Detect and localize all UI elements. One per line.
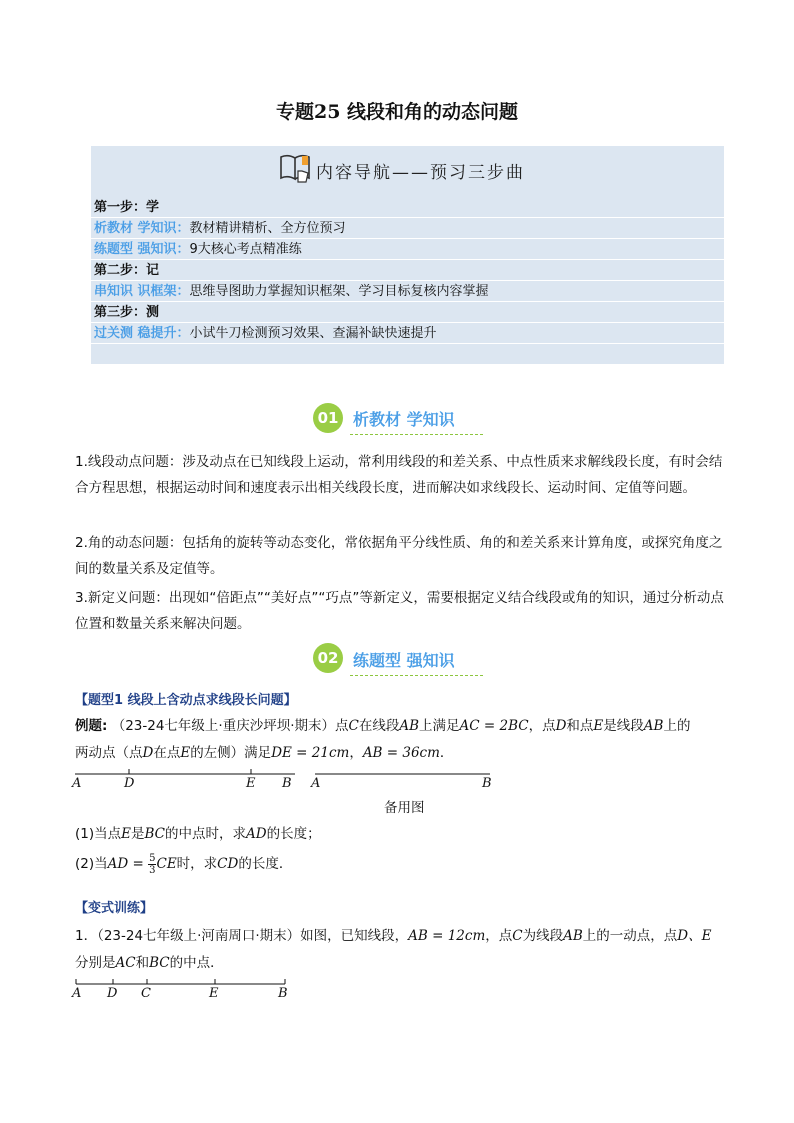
nav-row bbox=[91, 261, 724, 281]
nav-row bbox=[91, 303, 724, 323]
example-text: 上满足 bbox=[419, 718, 460, 734]
question-1 bbox=[75, 822, 321, 842]
section-2-badge: 02 bbox=[313, 643, 343, 673]
label-b: B bbox=[482, 776, 492, 791]
label-c: C bbox=[141, 986, 151, 1001]
example-text: 在点 bbox=[153, 745, 181, 761]
spare-diagram-caption: 备用图 bbox=[384, 800, 425, 816]
section-1-title: 析教材 学知识 bbox=[353, 410, 455, 429]
example-text: ，点 bbox=[528, 718, 556, 734]
type-1-heading: 【题型1 线段上含动点求线段长问题】 bbox=[75, 693, 297, 708]
question-2 bbox=[75, 852, 292, 876]
label-e: E bbox=[209, 986, 219, 1001]
point-d: D bbox=[555, 718, 567, 734]
example-text: 上的 bbox=[663, 718, 691, 734]
section-1-badge: 01 bbox=[313, 403, 343, 433]
knowledge-paragraph-3: 3.新定义问题：出现如“倍距点”“美好点”“巧点”等新定义，需要根据定义结合线段或角的知识，通过分析动点位置和数量关系来解决问题。 bbox=[75, 590, 724, 632]
nav-row-text: 9大核心考点精准练 bbox=[189, 242, 302, 257]
equation-de: DE = 21cm bbox=[271, 745, 350, 761]
segment-ab: AB bbox=[399, 718, 420, 734]
knowledge-paragraph-2: 2.角的动态问题：包括角的旋转等动态变化，常依据角平分线性质、角的和差关系来计算角度，或探究角度之间的数量关系及定值等。 bbox=[75, 535, 723, 577]
segment-ab: AB bbox=[563, 928, 583, 944]
nav-row-text: 思维导图助力掌握知识框架、学习目标复核内容掌握 bbox=[189, 284, 489, 299]
variant-text: 为线段 bbox=[522, 928, 564, 944]
point-e: E bbox=[593, 718, 604, 734]
question-text: 的中点时，求 bbox=[165, 826, 246, 842]
point-d: D bbox=[142, 745, 154, 761]
point-c: C bbox=[348, 718, 359, 734]
equation-ab: AB = 12cm bbox=[408, 928, 486, 944]
variant-heading: 【变式训练】 bbox=[75, 901, 154, 916]
segment-ad: AD bbox=[246, 826, 267, 842]
nav-row-lead: 第二步：记 bbox=[94, 263, 160, 278]
question-text: 时，求 bbox=[176, 856, 218, 872]
example-text: 是线段 bbox=[603, 718, 644, 734]
point-e: E bbox=[121, 826, 131, 842]
equation-ad: AD = bbox=[107, 856, 144, 872]
variant-text: 1．（23-24七年级上·河南周口·期末）如图，已知线段， bbox=[75, 928, 409, 944]
segment-bc: BC bbox=[144, 826, 165, 842]
example-text: ． bbox=[439, 745, 454, 761]
point-c: C bbox=[512, 928, 523, 944]
label-a: A bbox=[72, 986, 82, 1001]
segment-ab: AB bbox=[643, 718, 664, 734]
nav-row-lead: 第一步：学 bbox=[94, 200, 160, 215]
label-b: B bbox=[282, 776, 292, 791]
example-text: （23-24七年级上·重庆沙坪坝·期末）点 bbox=[111, 718, 349, 734]
section-2-underline bbox=[350, 675, 483, 676]
point-e: E bbox=[180, 745, 191, 761]
variant-text: 分别是 bbox=[75, 955, 116, 971]
example-label: 例题: bbox=[75, 718, 108, 734]
nav-header bbox=[91, 146, 724, 196]
question-text: 的长度； bbox=[266, 826, 321, 842]
question-text: 的长度． bbox=[238, 856, 293, 872]
content-nav-box bbox=[91, 146, 724, 364]
nav-row-lead: 练题型 强知识： bbox=[94, 242, 190, 257]
fraction-denominator: 3 bbox=[149, 864, 156, 876]
variant-segment-diagram bbox=[70, 976, 295, 988]
nav-row-lead: 第三步：测 bbox=[94, 305, 160, 320]
question-text: 是 bbox=[130, 826, 145, 842]
label-a: A bbox=[72, 776, 82, 791]
variant-text: 和 bbox=[135, 955, 150, 971]
equation-ac: AC = 2BC bbox=[459, 718, 529, 734]
label-e: E bbox=[246, 776, 256, 791]
fraction-numerator: 5 bbox=[149, 852, 156, 864]
nav-header-text: 内容导航——预习三步曲 bbox=[316, 163, 525, 183]
nav-row-lead: 析教材 学知识： bbox=[94, 221, 190, 236]
variant-line-2 bbox=[75, 951, 224, 971]
nav-row bbox=[91, 219, 724, 239]
segment-ac: AC bbox=[115, 955, 136, 971]
label-d: D bbox=[107, 986, 118, 1001]
variant-text: ，点 bbox=[485, 928, 513, 944]
example-text: 和点 bbox=[566, 718, 594, 734]
section-2-title: 练题型 强知识 bbox=[353, 651, 455, 670]
question-text: (1)当点 bbox=[75, 826, 122, 842]
variant-text: 的中点． bbox=[169, 955, 224, 971]
nav-row-text: 小试牛刀检测预习效果、查漏补缺快速提升 bbox=[189, 326, 437, 341]
nav-row bbox=[91, 240, 724, 260]
example-text: ， bbox=[349, 745, 363, 761]
nav-row bbox=[91, 324, 724, 344]
question-text: (2)当 bbox=[75, 856, 108, 872]
variant-line-1 bbox=[75, 924, 711, 944]
example-text: 在线段 bbox=[358, 718, 400, 734]
example-text: 的左侧）满足 bbox=[190, 745, 272, 761]
example-text: 两动点（点 bbox=[75, 745, 143, 761]
label-a: A bbox=[311, 776, 321, 791]
example-line-2 bbox=[75, 741, 453, 761]
section-1-underline bbox=[350, 434, 483, 435]
nav-row bbox=[91, 282, 724, 302]
knowledge-paragraph-1: 1.线段动点问题：涉及动点在已知线段上运动，常利用线段的和差关系、中点性质来求解线段长度，有时会结合方程思想，根据运动时间和速度表示出相关线段长度，进而解决如求线段长、运动时间、定值等问题。 bbox=[75, 454, 723, 496]
points-de: D、E bbox=[677, 928, 712, 944]
nav-row bbox=[91, 198, 724, 218]
book-hand-icon bbox=[278, 151, 314, 183]
page-title: 专题25 线段和角的动态问题 bbox=[275, 101, 519, 123]
segment-ce: CE bbox=[156, 856, 177, 872]
nav-row-lead: 过关测 稳提升： bbox=[94, 326, 190, 341]
label-b: B bbox=[278, 986, 288, 1001]
nav-row-lead: 串知识 识框架： bbox=[94, 284, 190, 299]
example-line-1 bbox=[75, 714, 690, 734]
nav-row-text: 教材精讲精析、全方位预习 bbox=[189, 221, 346, 236]
segment-bc: BC bbox=[149, 955, 170, 971]
label-d: D bbox=[124, 776, 135, 791]
variant-text: 上的一动点，点 bbox=[582, 928, 678, 944]
segment-cd: CD bbox=[217, 856, 239, 872]
equation-ab: AB = 36cm bbox=[362, 745, 440, 761]
